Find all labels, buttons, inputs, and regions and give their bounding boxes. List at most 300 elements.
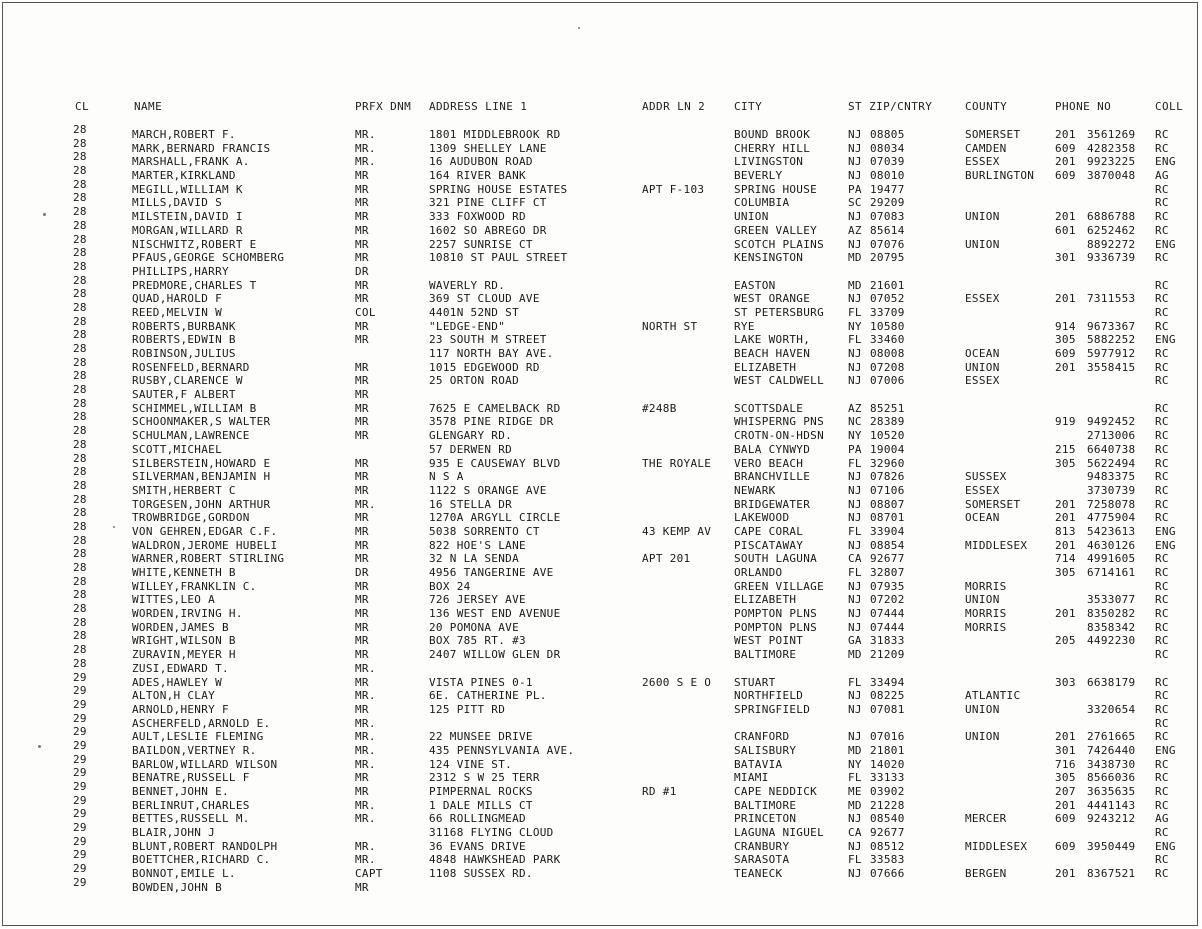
table-row bbox=[3, 218, 1197, 238]
table-row bbox=[3, 697, 1197, 717]
row-zip: 08540 bbox=[870, 812, 905, 826]
table-row bbox=[3, 410, 1197, 429]
row-zip: 28389 bbox=[870, 415, 905, 429]
header-name: NAME bbox=[134, 100, 163, 113]
row-phone: 8566036 bbox=[1087, 771, 1136, 785]
row-phone: 4991605 bbox=[1087, 552, 1136, 566]
row-county: SUSSEX bbox=[965, 470, 1007, 484]
row-city: BALA CYNWYD bbox=[734, 442, 811, 456]
row-name: RUSBY,CLARENCE W bbox=[132, 374, 243, 388]
row-county: UNION bbox=[965, 360, 1000, 374]
row-name: ROBERTS,BURBANK bbox=[132, 319, 236, 333]
row-zip: 29209 bbox=[870, 196, 905, 210]
row-zip: 14020 bbox=[870, 757, 905, 771]
row-state: NJ bbox=[848, 483, 862, 497]
header-city: CITY bbox=[734, 100, 763, 113]
row-zip: 08854 bbox=[870, 538, 905, 552]
row-city: EASTON bbox=[734, 278, 776, 292]
row-state: MD bbox=[848, 648, 862, 662]
row-state: NJ bbox=[848, 511, 862, 525]
row-cl: 28 bbox=[73, 643, 87, 657]
row-prefix: MR. bbox=[355, 716, 376, 730]
row-city: WEST CALDWELL bbox=[734, 374, 824, 388]
table-row bbox=[3, 465, 1197, 484]
row-area-code: 609 bbox=[1055, 169, 1076, 183]
table-row bbox=[3, 848, 1197, 867]
row-cl: 28 bbox=[73, 396, 87, 410]
row-phone: 3438730 bbox=[1087, 757, 1136, 771]
row-prefix: MR bbox=[355, 579, 369, 593]
row-state: SC bbox=[848, 196, 862, 210]
row-name: BARLOW,WILLARD WILSON bbox=[132, 757, 278, 771]
row-phone: 4282358 bbox=[1087, 141, 1136, 155]
row-cl: 29 bbox=[73, 752, 87, 766]
row-name: SILBERSTEIN,HOWARD E bbox=[132, 456, 271, 470]
row-cl: 28 bbox=[73, 533, 87, 547]
row-phone: 8892272 bbox=[1087, 237, 1136, 251]
row-state: FL bbox=[848, 524, 862, 538]
row-area-code: 201 bbox=[1055, 730, 1076, 744]
row-cl: 28 bbox=[73, 424, 87, 438]
row-cl: 29 bbox=[73, 875, 87, 889]
row-city: ORLANDO bbox=[734, 566, 783, 579]
row-college: RC bbox=[1155, 429, 1169, 443]
row-cl: 29 bbox=[73, 725, 87, 739]
row-zip: 07202 bbox=[870, 593, 905, 607]
row-state: PA bbox=[848, 182, 862, 196]
row-zip: 08701 bbox=[870, 511, 905, 525]
scan-speck bbox=[113, 526, 115, 528]
row-name: ROBERTS,EDWIN B bbox=[132, 333, 236, 347]
row-name: BERLINRUT,CHARLES bbox=[132, 798, 250, 812]
row-college: RC bbox=[1155, 689, 1169, 703]
row-cl: 28 bbox=[73, 506, 87, 520]
row-address-line-1: 125 PITT RD bbox=[429, 702, 506, 716]
row-county: ESSEX bbox=[965, 374, 1000, 388]
row-phone: 3558415 bbox=[1087, 360, 1136, 374]
row-cl: 28 bbox=[73, 465, 87, 479]
row-address-line-1: 1122 S ORANGE AVE bbox=[429, 483, 547, 497]
row-prefix: MR. bbox=[355, 730, 376, 744]
row-college: RC bbox=[1155, 128, 1169, 141]
row-name: ADES,HAWLEY W bbox=[132, 675, 222, 689]
row-phone: 3950449 bbox=[1087, 839, 1136, 853]
row-state: NJ bbox=[848, 374, 862, 388]
row-area-code: 201 bbox=[1055, 155, 1076, 169]
row-college: RC bbox=[1155, 826, 1169, 840]
row-area-code: 609 bbox=[1055, 347, 1076, 360]
row-state: AZ bbox=[848, 401, 862, 415]
row-zip: 07081 bbox=[870, 702, 905, 716]
table-row bbox=[3, 643, 1197, 662]
row-county: MORRIS bbox=[965, 607, 1007, 621]
table-row bbox=[3, 246, 1197, 265]
row-city: LAGUNA NIGUEL bbox=[734, 826, 824, 840]
row-college: RC bbox=[1155, 607, 1169, 621]
row-phone: 4441143 bbox=[1087, 798, 1136, 812]
row-address-line-1: 5038 SORRENTO CT bbox=[429, 524, 540, 538]
header-st-zip: ST ZIP/CNTRY bbox=[848, 100, 933, 113]
row-address-line-1: 822 HOE'S LANE bbox=[429, 538, 526, 552]
row-city: WHISPERNG PNS bbox=[734, 415, 824, 429]
row-state: NJ bbox=[848, 210, 862, 224]
row-address-line-2: 43 KEMP AV bbox=[642, 524, 712, 538]
table-row bbox=[3, 807, 1197, 826]
table-row bbox=[3, 766, 1197, 785]
table-row bbox=[3, 177, 1197, 197]
row-cl: 28 bbox=[73, 164, 87, 178]
row-state: NJ bbox=[848, 730, 862, 744]
row-address-line-1: 7625 E CAMELBACK RD bbox=[429, 401, 561, 415]
row-prefix: DR bbox=[355, 264, 369, 278]
row-college: RC bbox=[1155, 785, 1169, 798]
header-address-line-1: ADDRESS LINE 1 bbox=[429, 100, 528, 113]
row-prefix: MR bbox=[355, 524, 369, 538]
row-state: NJ bbox=[848, 620, 862, 634]
row-cl: 28 bbox=[73, 561, 87, 574]
row-county: MERCER bbox=[965, 812, 1007, 826]
row-prefix: MR bbox=[355, 456, 369, 470]
row-address-line-1: "LEDGE-END" bbox=[429, 319, 506, 333]
row-cl: 28 bbox=[73, 300, 87, 314]
row-prefix: MR bbox=[355, 169, 369, 183]
table-row bbox=[3, 561, 1197, 580]
row-phone: 4630126 bbox=[1087, 538, 1136, 552]
row-address-line-2: NORTH ST bbox=[642, 319, 698, 333]
table-row bbox=[3, 684, 1197, 703]
row-cl: 28 bbox=[73, 287, 87, 301]
row-zip: 32807 bbox=[870, 566, 905, 579]
row-area-code: 813 bbox=[1055, 524, 1076, 538]
row-college: RC bbox=[1155, 716, 1169, 730]
row-prefix: MR. bbox=[355, 839, 376, 853]
row-area-code: 201 bbox=[1055, 511, 1076, 525]
row-state: FL bbox=[848, 456, 862, 470]
row-phone: 9673367 bbox=[1087, 319, 1136, 333]
row-prefix: MR bbox=[355, 223, 369, 237]
row-cl: 28 bbox=[73, 451, 87, 465]
row-city: ELIZABETH bbox=[734, 360, 797, 374]
row-college: RC bbox=[1155, 771, 1169, 785]
row-county: UNION bbox=[965, 593, 1000, 607]
row-zip: 07039 bbox=[870, 155, 905, 169]
row-city: POMPTON PLNS bbox=[734, 607, 818, 621]
row-address-line-2: 2600 S E O bbox=[642, 675, 712, 689]
row-area-code: 201 bbox=[1055, 867, 1076, 881]
row-address-line-1: PIMPERNAL ROCKS bbox=[429, 785, 533, 798]
row-zip: 10580 bbox=[870, 319, 905, 333]
row-cl: 29 bbox=[73, 670, 87, 684]
row-prefix: MR bbox=[355, 620, 369, 634]
row-city: BRANCHVILLE bbox=[734, 470, 811, 484]
row-address-line-2: APT 201 bbox=[642, 552, 691, 566]
row-cl: 28 bbox=[73, 355, 87, 369]
table-row bbox=[3, 670, 1197, 690]
row-phone: 3730739 bbox=[1087, 483, 1136, 497]
row-city: RYE bbox=[734, 319, 755, 333]
row-cl: 28 bbox=[73, 574, 87, 588]
row-name: PREDMORE,CHARLES T bbox=[132, 278, 257, 292]
row-state: NJ bbox=[848, 497, 862, 511]
row-state: MD bbox=[848, 251, 862, 265]
row-prefix: MR bbox=[355, 483, 369, 497]
row-prefix: MR bbox=[355, 210, 369, 224]
row-county: ESSEX bbox=[965, 483, 1000, 497]
row-city: BRIDGEWATER bbox=[734, 497, 811, 511]
row-cl: 28 bbox=[73, 150, 87, 164]
row-name: ZUSI,EDWARD T. bbox=[132, 661, 229, 675]
row-college: ENG bbox=[1155, 237, 1176, 251]
scan-speck bbox=[43, 213, 46, 216]
row-zip: 21209 bbox=[870, 648, 905, 662]
row-state: GA bbox=[848, 634, 862, 648]
row-state: ME bbox=[848, 785, 862, 798]
row-address-line-1: 1108 SUSSEX RD. bbox=[429, 867, 533, 881]
row-name: NISCHWITZ,ROBERT E bbox=[132, 237, 257, 251]
row-county: UNION bbox=[965, 210, 1000, 224]
row-address-line-1: 23 SOUTH M STREET bbox=[429, 333, 547, 347]
row-city: SALISBURY bbox=[734, 743, 797, 757]
row-area-code: 714 bbox=[1055, 552, 1076, 566]
row-zip: 33133 bbox=[870, 771, 905, 785]
row-city: PISCATAWAY bbox=[734, 538, 804, 552]
row-college: RC bbox=[1155, 552, 1169, 566]
row-zip: 07666 bbox=[870, 867, 905, 881]
row-state: NJ bbox=[848, 579, 862, 593]
row-state: MD bbox=[848, 743, 862, 757]
row-address-line-1: 1015 EDGEWOOD RD bbox=[429, 360, 540, 374]
table-row bbox=[3, 793, 1197, 813]
row-zip: 07444 bbox=[870, 620, 905, 634]
row-name: MILSTEIN,DAVID I bbox=[132, 210, 243, 224]
row-zip: 33904 bbox=[870, 524, 905, 538]
row-address-line-1: 124 VINE ST. bbox=[429, 757, 513, 771]
row-name: BENATRE,RUSSELL F bbox=[132, 771, 250, 785]
row-college: RC bbox=[1155, 497, 1169, 511]
row-zip: 19004 bbox=[870, 442, 905, 456]
table-row bbox=[3, 314, 1197, 334]
table-row bbox=[3, 821, 1197, 840]
row-city: BOUND BROOK bbox=[734, 128, 811, 141]
row-state: NJ bbox=[848, 470, 862, 484]
row-area-code: 609 bbox=[1055, 141, 1076, 155]
row-name: MEGILL,WILLIAM K bbox=[132, 182, 243, 196]
row-city: CHERRY HILL bbox=[734, 141, 811, 155]
row-phone: 3561269 bbox=[1087, 128, 1136, 141]
row-name: SAUTER,F ALBERT bbox=[132, 388, 236, 402]
row-zip: 21228 bbox=[870, 798, 905, 812]
row-cl: 28 bbox=[73, 519, 87, 533]
row-city: GREEN VILLAGE bbox=[734, 579, 824, 593]
row-state: FL bbox=[848, 305, 862, 319]
row-area-code: 201 bbox=[1055, 497, 1076, 511]
row-cl: 28 bbox=[73, 328, 87, 342]
row-college: RC bbox=[1155, 251, 1169, 265]
row-phone: 9243212 bbox=[1087, 812, 1136, 826]
alumni-listing-page bbox=[2, 2, 1198, 926]
row-address-line-2: #248B bbox=[642, 401, 677, 415]
row-phone: 6640738 bbox=[1087, 442, 1136, 456]
row-name: SCHULMAN,LAWRENCE bbox=[132, 429, 250, 443]
table-row bbox=[3, 259, 1197, 279]
row-area-code: 305 bbox=[1055, 566, 1076, 579]
row-cl: 28 bbox=[73, 259, 87, 273]
row-name: SCHOONMAKER,S WALTER bbox=[132, 415, 271, 429]
row-address-line-1: N S A bbox=[429, 470, 464, 484]
row-phone: 5977912 bbox=[1087, 347, 1136, 360]
row-address-line-1: 2312 S W 25 TERR bbox=[429, 771, 540, 785]
row-address-line-1: 369 ST CLOUD AVE bbox=[429, 292, 540, 306]
row-name: MARK,BERNARD FRANCIS bbox=[132, 141, 271, 155]
row-name: SCOTT,MICHAEL bbox=[132, 442, 222, 456]
row-address-line-1: 66 ROLLINGMEAD bbox=[429, 812, 526, 826]
row-name: REED,MELVIN W bbox=[132, 305, 222, 319]
row-cl: 28 bbox=[73, 656, 87, 670]
row-zip: 07076 bbox=[870, 237, 905, 251]
row-prefix: MR bbox=[355, 538, 369, 552]
row-address-line-1: WAVERLY RD. bbox=[429, 278, 506, 292]
row-zip: 08807 bbox=[870, 497, 905, 511]
row-prefix: MR bbox=[355, 333, 369, 347]
row-name: WORDEN,IRVING H. bbox=[132, 607, 243, 621]
row-address-line-1: GLENGARY RD. bbox=[429, 429, 513, 443]
row-area-code: 201 bbox=[1055, 128, 1076, 141]
row-address-line-1: 10810 ST PAUL STREET bbox=[429, 251, 568, 265]
row-state: NJ bbox=[848, 292, 862, 306]
header-prfx-dnm: PRFX DNM bbox=[355, 100, 412, 113]
row-state: NC bbox=[848, 415, 862, 429]
row-name: ARNOLD,HENRY F bbox=[132, 702, 229, 716]
row-area-code: 201 bbox=[1055, 292, 1076, 306]
row-cl: 29 bbox=[73, 766, 87, 780]
row-state: AZ bbox=[848, 223, 862, 237]
row-college: RC bbox=[1155, 853, 1169, 867]
row-zip: 07006 bbox=[870, 374, 905, 388]
row-college: RC bbox=[1155, 347, 1169, 360]
table-row bbox=[3, 123, 1197, 142]
row-state: NJ bbox=[848, 867, 862, 881]
row-zip: 33460 bbox=[870, 333, 905, 347]
row-city: SPRING HOUSE bbox=[734, 182, 818, 196]
table-row bbox=[3, 369, 1197, 388]
table-row bbox=[3, 396, 1197, 416]
row-name: ROSENFELD,BERNARD bbox=[132, 360, 250, 374]
row-state: MD bbox=[848, 278, 862, 292]
row-phone: 2713006 bbox=[1087, 429, 1136, 443]
table-row bbox=[3, 232, 1197, 252]
row-college: RC bbox=[1155, 210, 1169, 224]
row-city: CAPE NEDDICK bbox=[734, 785, 818, 798]
table-row bbox=[3, 725, 1197, 744]
row-city: LAKE WORTH, bbox=[734, 333, 811, 347]
row-name: WRIGHT,WILSON B bbox=[132, 634, 236, 648]
row-address-line-1: 57 DERWEN RD bbox=[429, 442, 513, 456]
row-address-line-1: 16 AUDUBON ROAD bbox=[429, 155, 533, 169]
row-phone: 6252462 bbox=[1087, 223, 1136, 237]
row-name: BAILDON,VERTNEY R. bbox=[132, 743, 257, 757]
row-state: FL bbox=[848, 333, 862, 347]
row-phone: 6714161 bbox=[1087, 566, 1136, 579]
table-row bbox=[3, 205, 1197, 224]
row-area-code: 914 bbox=[1055, 319, 1076, 333]
listing-rows bbox=[3, 123, 1197, 895]
row-zip: 07826 bbox=[870, 470, 905, 484]
row-state: NJ bbox=[848, 347, 862, 360]
row-county: CAMDEN bbox=[965, 141, 1007, 155]
row-zip: 07106 bbox=[870, 483, 905, 497]
row-area-code: 305 bbox=[1055, 771, 1076, 785]
row-name: BLAIR,JOHN J bbox=[132, 826, 216, 840]
row-name: ZURAVIN,MEYER H bbox=[132, 648, 236, 662]
row-state: FL bbox=[848, 566, 862, 579]
row-name: SCHIMMEL,WILLIAM B bbox=[132, 401, 257, 415]
row-cl: 28 bbox=[73, 191, 87, 205]
row-zip: 08512 bbox=[870, 839, 905, 853]
row-zip: 08805 bbox=[870, 128, 905, 141]
row-cl: 28 bbox=[73, 615, 87, 629]
row-zip: 07935 bbox=[870, 579, 905, 593]
row-zip: 08034 bbox=[870, 141, 905, 155]
row-college: RC bbox=[1155, 401, 1169, 415]
row-state: NY bbox=[848, 319, 862, 333]
row-city: MIAMI bbox=[734, 771, 769, 785]
row-college: RC bbox=[1155, 442, 1169, 456]
row-address-line-1: 6E. CATHERINE PL. bbox=[429, 689, 547, 703]
row-name: BENNET,JOHN E. bbox=[132, 785, 229, 798]
table-row bbox=[3, 451, 1197, 471]
row-phone: 2761665 bbox=[1087, 730, 1136, 744]
row-cl: 28 bbox=[73, 314, 87, 328]
row-college: RC bbox=[1155, 648, 1169, 662]
table-row bbox=[3, 478, 1197, 498]
row-cl: 28 bbox=[73, 205, 87, 219]
row-phone: 9492452 bbox=[1087, 415, 1136, 429]
table-row bbox=[3, 506, 1197, 525]
row-state: FL bbox=[848, 675, 862, 689]
row-college: RC bbox=[1155, 579, 1169, 593]
table-row bbox=[3, 574, 1197, 594]
table-row bbox=[3, 780, 1197, 799]
row-phone: 6638179 bbox=[1087, 675, 1136, 689]
row-county: UNION bbox=[965, 702, 1000, 716]
row-prefix: MR. bbox=[355, 497, 376, 511]
row-zip: 08008 bbox=[870, 347, 905, 360]
row-city: GREEN VALLEY bbox=[734, 223, 818, 237]
header-phone-no: PHONE NO bbox=[1055, 100, 1112, 113]
row-cl: 28 bbox=[73, 369, 87, 383]
row-city: COLUMBIA bbox=[734, 196, 790, 210]
row-college: ENG bbox=[1155, 538, 1176, 552]
row-cl: 28 bbox=[73, 273, 87, 287]
row-address-line-1: 726 JERSEY AVE bbox=[429, 593, 526, 607]
row-prefix: MR. bbox=[355, 141, 376, 155]
scan-speck bbox=[38, 745, 41, 748]
row-prefix: COL bbox=[355, 305, 376, 319]
row-phone: 3320654 bbox=[1087, 702, 1136, 716]
row-name: WILLEY,FRANKLIN C. bbox=[132, 579, 257, 593]
table-row bbox=[3, 383, 1197, 402]
row-cl: 28 bbox=[73, 410, 87, 424]
row-address-line-1: 31168 FLYING CLOUD bbox=[429, 826, 554, 840]
row-city: SPRINGFIELD bbox=[734, 702, 811, 716]
row-college: ENG bbox=[1155, 155, 1176, 169]
row-college: RC bbox=[1155, 292, 1169, 306]
row-city: VERO BEACH bbox=[734, 456, 804, 470]
row-prefix: MR bbox=[355, 552, 369, 566]
row-prefix: MR bbox=[355, 251, 369, 265]
table-row bbox=[3, 738, 1197, 758]
table-row bbox=[3, 588, 1197, 607]
